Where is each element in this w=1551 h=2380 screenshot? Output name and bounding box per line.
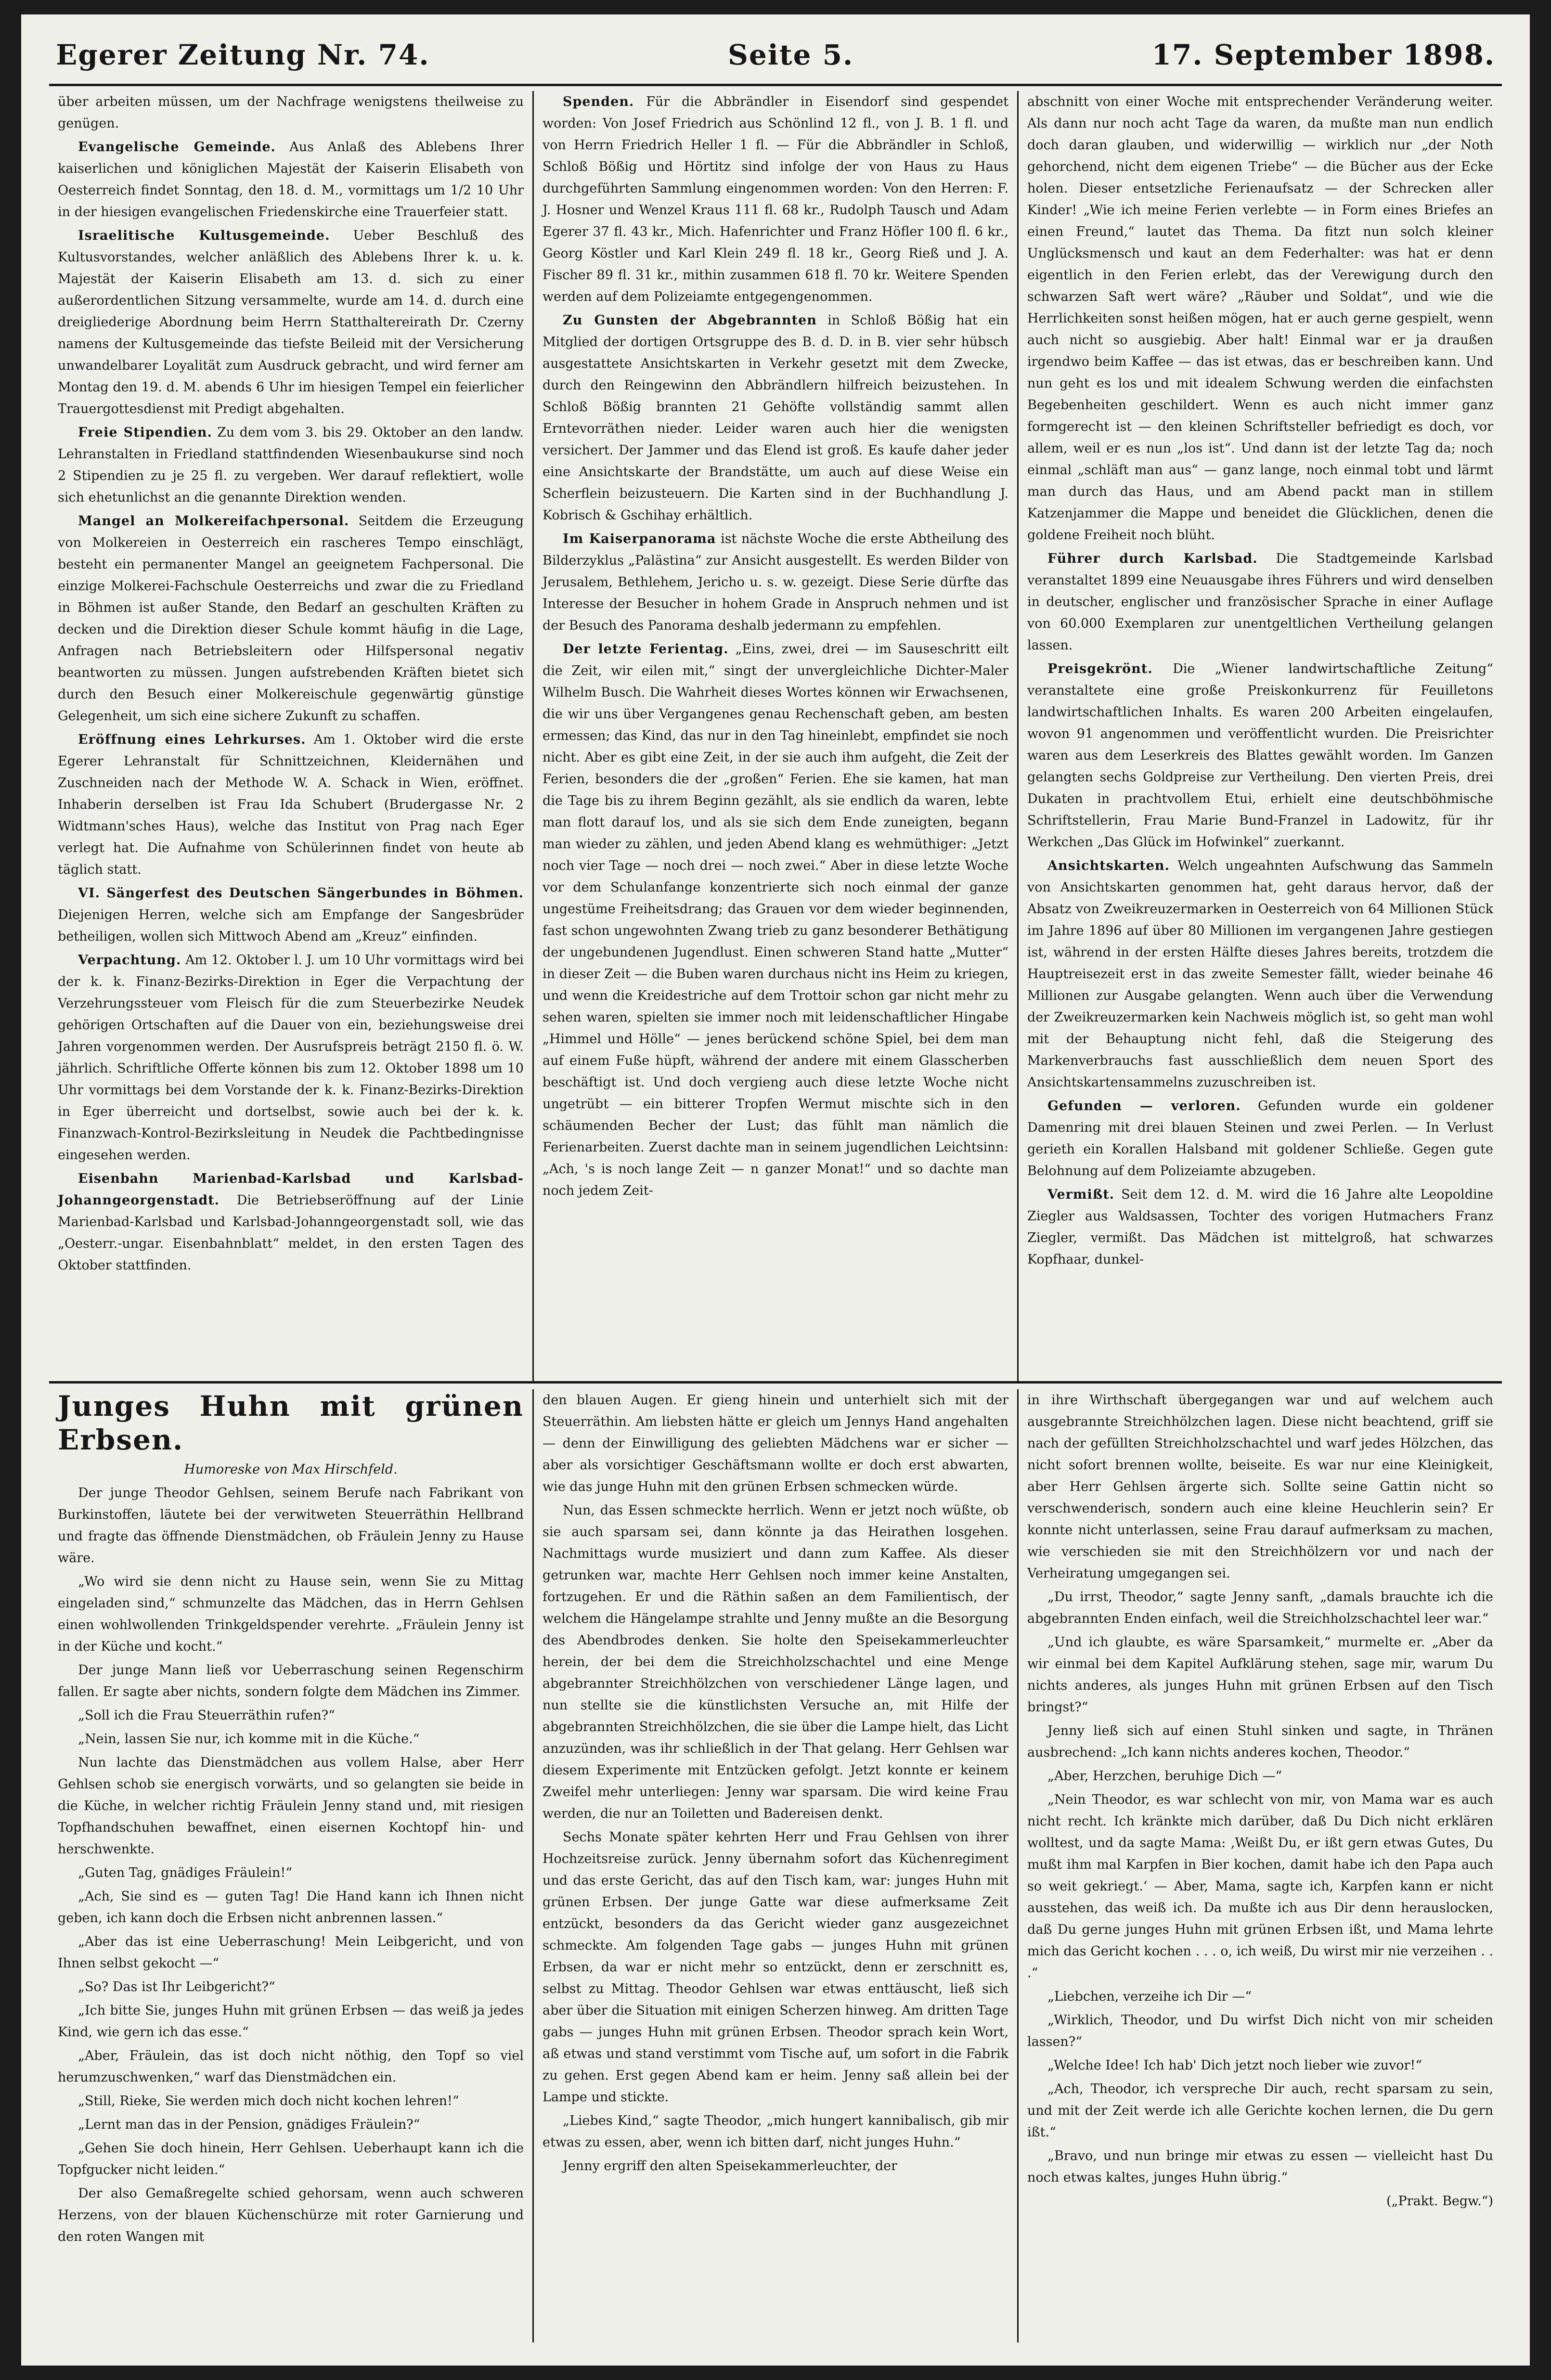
story-paragraph: „Welche Idee! Ich hab' Dich jetzt noch lieber wie zuvor!“: [1047, 2058, 1422, 2073]
story-paragraph: „So? Das ist Ihr Leibgericht?“: [78, 1979, 275, 1994]
news-item: [58, 949, 524, 1166]
story-paragraph: Sechs Monate später kehrten Herr und Frau Gehlsen von ihrer Hochzeitsreise zurück. Jenny übernahm sofort das Küchenregiment und das erste Gericht, das auf den Tisch kam, war: junges Huhn mit grünen Erbsen. Der junge Gatte war diese aufmerksame Zeit entzückt, besonders da das Gericht wieder ganz ausgezeichnet schmeckte. Am folgenden Tage gabs — junges Huhn mit grünen Erbsen, da war er nicht mehr so entzückt, denn er zerschnitt es, selbst zu Mittag. Theodor Gehlsen war etwas enttäuscht, ließ sich aber über die Situation mit einigen Scherzen hinweg. Am dritten Tage gabs — junges Huhn mit grünen Erbsen. Theodor sprach kein Wort, aß etwas und stand verstimmt vom Tische auf, um sofort in die Fabrik zu gehen. Erst gegen Abend kam er heim. Jenny saß allein bei der Lampe und stickte.: [543, 1830, 1008, 2105]
news-headline: Spenden.: [563, 94, 634, 109]
news-item: [58, 882, 524, 947]
news-headline: Israelitische Kultusgemeinde.: [78, 228, 330, 243]
news-item: [1027, 91, 1493, 546]
story-paragraph: in ihre Wirthschaft übergegangen war und auf welchem auch ausgebrannte Streichhölzchen lagen. Diese nicht beachtend, griff sie nach der gefüllten Streichholzschachtel und warf jedes Hölzchen, das nicht sofort brennen wollte, beiseite. Es war nur eine Kleinigkeit, aber Herr Gehlsen ärgerte sich. Sollte seine Gattin nicht so verschwenderisch, sondern auch eine kleine Heuchlerin sein? Er konnte nicht unterlassen, seine Frau darauf aufmerksam zu machen, wie verschieden sie mit den Streichhölzern vor und nach der Verheiratung umgegangen sei.: [1027, 1393, 1493, 1581]
news-item: [58, 510, 524, 727]
news-item: [58, 225, 524, 420]
story-paragraph: „Wirklich, Theodor, und Du wirfst Dich nicht von mir scheiden lassen?“: [1027, 2013, 1493, 2049]
story-paragraph: „Lernt man das in der Pension, gnädiges Fräulein?“: [78, 2117, 420, 2132]
news-item: [1027, 548, 1493, 656]
news-item: [58, 422, 524, 508]
news-text: Zu dem vom 3. bis 29. Oktober an den landw. Lehranstalten in Friedland stattfindenden Wiesenbaukurse sind noch 2 Stipendien zu je 25 fl. zu vergeben. Wer darauf reflektiert, wolle sich ehetunlichst an die genannte Direktion wenden.: [58, 425, 524, 505]
issue-date: 17. September 1898.: [1151, 39, 1495, 71]
story-paragraph: „Soll ich die Frau Steuerräthin rufen?“: [78, 1708, 335, 1723]
news-text: Die Betriebseröffnung auf der Linie Marienbad-Karlsbad und Karlsbad-Johanngeorgenstadt soll, wie das „Oesterr.-ungar. Eisenbahnblatt“ meldet, in den ersten Tagen des Oktober stattfinden.: [58, 1193, 524, 1273]
newspaper-title: Egerer Zeitung Nr. 74.: [56, 39, 430, 71]
news-text: Diejenigen Herren, welche sich am Empfange der Sangesbrüder betheiligen, wollen sich Mittwoch Abend am „Kreuz“ einfinden.: [58, 907, 524, 944]
feuilleton-section: [49, 1389, 1502, 2342]
story-paragraph: „Du irrst, Theodor,“ sagte Jenny sanft, „damals brauchte ich die abgebrannten Enden einfach, weil die Streichholzschachtel leer war.“: [1027, 1590, 1493, 1626]
news-text: abschnitt von einer Woche mit entsprechender Veränderung weiter. Als dann nur noch acht Tage da waren, da mußte man nun endlich doch daran glauben, und widerwillig — wirklich nur „der Noth gehorchend, nicht dem eigenen Triebe“ — die Bücher aus der Ecke holen. Dieser entsetzliche Ferienaufsatz — der Schrecken aller Kinder! „Wie ich meine Ferien verlebte — in Form eines Briefes an einen Freund,“ lautet das Thema. Da fitzt nun solch kleiner Unglücksmensch und kaut an dem Federhalter: was hat er denn eigentlich in den Ferien erlebt, das der Verewigung durch den schwarzen Saft wert wäre? „Räuber und Soldat“, und wie die Herrlichkeiten sonst heißen mögen, hat er auch gerne gespielt, wenn auch nicht so ausgiebig. Aber halt! Einmal war er ja draußen irgendwo beim Kaffee — das ist etwas, das er beschreiben kann. Und nun geht es los und mit idealem Schwung werden die einfachsten Begebenheiten geschildert. Wenn es auch nicht immer ganz formgerecht ist — den kleinen Schriftsteller befriedigt es doch, vor allem, weil er es nun „los ist“. Und dann ist der letzte Tag da; noch einmal „schläft man aus“ — ganz lange, noch einmal tobt und lärmt man durch das Haus, und am Abend packt man in stillem Katzenjammer die Mappe und beneidet die Glücklichen, denen die goldene Freiheit noch blüht.: [1027, 94, 1493, 543]
news-column-1: [49, 91, 532, 1381]
news-text: Ueber Beschluß des Kultusvorstandes, welcher anläßlich des Ablebens Ihrer k. u. k. Majestät der Kaiserin Elisabeth am 13. d. sich zu einer außerordentlichen Sitzung versammelte, wurde am 14. d. durch eine dreigliederige Abordnung beim Herrn Statthaltereirath Dr. Czerny namens der Kultusgemeinde das tiefste Beileid mit der Versicherung unwandelbarer Loyalität zum Ausdruck gebracht, und wird ferner am Montag den 19. d. M. abends 6 Uhr im hiesigen Tempel ein feierlicher Trauergottesdienst mit Predigt abgehalten.: [58, 228, 524, 416]
story-paragraph: „Und ich glaubte, es wäre Sparsamkeit,“ murmelte er. „Aber da wir einmal bei dem Kapitel Aufklärung stehen, sage mir, warum Du nichts anderes, als junges Huhn mit grünen Erbsen auf den Tisch bringst?“: [1027, 1635, 1493, 1715]
news-item: [543, 310, 1008, 526]
news-text: in Schloß Bößig hat ein Mitglied der dortigen Ortsgruppe des B. d. D. in B. vier sehr hübsch ausgestattete Ansichtskarten in Verkehr gesetzt mit dem Zwecke, durch den Reingewinn den Abbrändlern hilfreich beizustehen. In Schloß Bößig brannten 21 Gehöfte vollständig sammt allen Erntevorräthen nieder. Leider waren auch hier die wenigsten versichert. Der Jammer und das Elend ist groß. Es kaufe daher jeder eine Ansichtskarte der Brandstätte, um auch auf diese Weise ein Scherflein beizusteuern. Die Karten sind in der Buchhandlung J. Kobrisch & Gschihay erhältlich.: [543, 313, 1008, 523]
story-paragraph: Der also Gemaßregelte schied gehorsam, wenn auch schweren Herzens, von der blauen Küchenschürze mit roter Garnierung und den roten Wangen mit: [58, 2186, 524, 2244]
story-paragraph: „Ich bitte Sie, junges Huhn mit grünen Erbsen — das weiß ja jedes Kind, wie gern ich das esse.“: [58, 2003, 524, 2040]
news-text: Die Stadtgemeinde Karlsbad veranstaltet 1899 eine Neuausgabe ihres Führers und wird denselben in deutscher, englischer und französischer Sprache in einer Auflage von 60.000 Exemplaren zur unentgeltlichen Vertheilung gelangen lassen.: [1027, 551, 1494, 653]
news-headline: Evangelische Gemeinde.: [78, 140, 276, 155]
story-paragraph: „Gehen Sie doch hinein, Herr Gehlsen. Ueberhaupt kann ich die Topfgucker nicht leiden.“: [58, 2141, 524, 2177]
story-paragraph: „Still, Rieke, Sie werden mich doch nicht kochen lehren!“: [78, 2094, 459, 2108]
story-column-1: [49, 1389, 532, 2342]
news-text: „Eins, zwei, drei — im Sauseschritt eilt die Zeit, wir eilen mit,“ singt der unvergleichliche Dichter-Maler Wilhelm Busch. Die Wahrheit dieses Wortes können wir Erwachsenen, die wir uns über Vergangenes genau Rechenschaft geben, am besten ermessen; das Kind, das nur in den Tag hineinlebt, empfindet sie noch nicht. Aber es gibt eine Zeit, in der sie auch ihm aufgeht, die Zeit der Ferien, besonders die der „großen“ Ferien. Ehe sie kamen, hat man die Tage bis zu ihrem Beginn gezählt, als sie endlich da waren, lebte man flott darauf los, und als sie sich dem Ende zuneigten, begann man wieder zu zählen, und jeden Abend klang es wehmüthiger: „Jetzt noch vier Tage — noch drei — noch zwei.“ Aber in diese letzte Woche vor dem Schulanfange konzentrierte sich noch einmal der ganze ungestüme Freiheitsdrang; das Grauen vor dem wieder beginnenden, fast schon ungewohnten Zwang trieb zu ganz besonderer Bethätigung der ungebundenen Jugendlust. Einen schweren Stand hatte „Mutter“ in dieser Zeit — die Buben waren durchaus nicht ins Heim zu kriegen, und wenn die Kreidestriche auf dem Trottoir schon gar nicht mehr zu sehen waren, spielten sie immer noch mit leidenschaftlicher Hingabe „Himmel und Hölle“ — jenes berückend schöne Spiel, bei dem man auf einem Fuße hüpft, während der andere mit einem Glasscherben beschäftigt ist. Und doch vergieng auch diese letzte Woche nicht ungetrübt — ein bitterer Tropfen Wermut mischte sich in den schäumenden Becher der Lust; das fühlt man nämlich die Ferienarbeiten. Zuerst dachte man in seinem jugendlichen Leichtsinn: „Ach, 's is noch lange Zeit — n ganzer Monat!“ und so dachte man noch jedem Zeit-: [543, 642, 1008, 1198]
news-headline: Im Kaiserpanorama: [563, 531, 716, 546]
story-paragraph: „Aber, Herzchen, beruhige Dich —“: [1047, 1769, 1282, 1784]
news-headline: Zu Gunsten der Abgebrannten: [563, 313, 817, 328]
news-text: Seitdem die Erzeugung von Molkereien in Oesterreich ein rascheres Tempo einschlägt, besteht ein permanenter Mangel an geeignetem Fachpersonal. Die einzige Molkerei-Fachschule Oesterreichs und zwar die zu Friedland in Böhmen ist außer Stande, den Bedarf an geschulten Kräften zu decken und die Direktion dieser Schule kommt häufig in die Lage, Anfragen nach Betriebsleitern oder Hilfspersonal negativ beantworten zu müssen. Jungen aufstrebenden Kräften bietet sich durch den Besuch einer Molkereischule gegenwärtig günstige Gelegenheit, um sich eine sichere Zukunft zu schaffen.: [58, 514, 524, 724]
story-paragraph: Nun, das Essen schmeckte herrlich. Wenn er jetzt noch wüßte, ob sie auch sparsam sei, dann könnte ja das Heirathen losgehen. Nachmittags wurde musiziert und dann zum Kaffee. Als dieser getrunken war, machte Herr Gehlsen noch immer keine Anstalten, fortzugehen. Er und die Räthin saßen an dem Familientisch, der welchem die Hängelampe strahlte und Jenny mußte an die Besorgung des Abendbrodes denken. Sie holte den Speisekammerleuchter herein, der bei dem die Streichholzschachtel und eine Menge abgebrannter Streichhölzchen von verschiedener Länge lagen, und nun stellte sie die künstlichsten Versuche an, mit Hilfe der abgebrannten Streichhölzchen, die sie über die Lampe hielt, das Licht anzuzünden, was ihr schließlich in der That gelang. Herr Gehlsen war diesem Experimente mit Entzücken gefolgt. Jetzt konnte er keinem Zweifel mehr unterliegen: Jenny war sparsam. Die wird keine Frau werden, die nur an Toiletten und Badereisen denkt.: [543, 1503, 1008, 1821]
news-text: Welch ungeahnten Aufschwung das Sammeln von Ansichtskarten genommen hat, geht daraus hervor, daß der Absatz von Zweikreuzermarken in Oesterreich von 64 Millionen Stück im Jahre 1896 auf über 80 Millionen im vergangenen Jahre gestiegen ist, während in der ersten Hälfte dieses Jahres bereits, trotzdem die Hauptreisezeit erst in das zweite Semester fällt, wieder beinahe 46 Millionen zur Ausgabe gelangten. Wenn auch über die Verwendung der Zweikreuzermarken kein Nachweis möglich ist, so geht man wohl mit der Behauptung nicht fehl, daß die Steigerung des Markenverbrauchs fast ausschließlich dem neuen Sport des Ansichtskartensammelns zuzuschreiben ist.: [1027, 858, 1493, 1090]
story-column-2: [532, 1389, 1017, 2342]
story-paragraph: „Nein Theodor, es war schlecht von mir, von Mama war es auch nicht recht. Ich kränkte mich darüber, daß Du Dich nicht erklären wolltest, und da sagte Mama: ‚Weißt Du, er ißt gern etwas Gutes, Du mußt ihm mal Karpfen in Bier kochen, damit habe ich den Papa auch so weit gekriegt.‘ — Aber, Mama, sagte ich, Karpfen kann er nicht ausstehen, das weiß ich. Da mußte ich aus Dir denn herauslocken, daß Du gerne junges Huhn mit grünen Erbsen ißt, und Mama lehrte mich das Gericht kochen . . . o, ich weiß, Du wirst mir nie verzeihen . . .“: [1027, 1792, 1493, 1980]
masthead: [49, 39, 1502, 86]
story-paragraph: den blauen Augen. Er gieng hinein und unterhielt sich mit der Steuerräthin. Am liebsten hätte er gleich um Jennys Hand angehalten — denn der Einwilligung des geliebten Mädchens war er sicher — aber als vorsichtiger Geschäftsmann wollte er doch erst abwarten, wie das junge Huhn mit den grünen Erbsen schmecken würde.: [543, 1393, 1008, 1494]
story-paragraph: „Bravo, und nun bringe mir etwas zu essen — vielleicht hast Du noch etwas kaltes, junges Huhn übrig.“: [1027, 2148, 1493, 2185]
story-paragraph: Der junge Mann ließ vor Ueberraschung seinen Regenschirm fallen. Er sagte aber nichts, sondern folgte dem Mädchen ins Zimmer.: [58, 1663, 524, 1699]
news-text: Seit dem 12. d. M. wird die 16 Jahre alte Leopoldine Ziegler aus Waldsassen, Tochter des vorigen Hutmachers Franz Ziegler, vermißt. Das Mädchen ist mittelgroß, hat schwarzes Kopfhaar, dunkel-: [1027, 1187, 1493, 1267]
news-item: [58, 729, 524, 880]
story-paragraph: „Liebes Kind,“ sagte Theodor, „mich hungert kannibalisch, gib mir etwas zu essen, aber, wenn ich bitten darf, nicht junges Huhn.“: [543, 2113, 1008, 2150]
news-headline: VI. Sängerfest des Deutschen Sängerbundes in Böhmen.: [78, 886, 524, 901]
story-paragraph: „Ach, Theodor, ich verspreche Dir auch, recht sparsam zu sein, und mit der Zeit werde ich alle Gerichte kochen lernen, die Du gern ißt.“: [1027, 2082, 1493, 2140]
story-paragraph: Jenny ergriff den alten Speisekammerleuchter, der: [563, 2159, 898, 2173]
news-text: Am 1. Oktober wird die erste Egerer Lehranstalt für Schnittzeichnen, Kleidernähen und Zuschneiden nach der Methode W. A. Schack in Wien, eröffnet. Inhaberin derselben ist Frau Ida Schubert (Brudergasse Nr. 2 Widtmann'sches Haus), welche das Institut von Prag nach Eger verlegt hat. Die Aufnahme von Schülerinnen findet von heute ab täglich statt.: [58, 732, 524, 877]
news-headline: Vermißt.: [1047, 1187, 1115, 1202]
news-column-2: [532, 91, 1017, 1381]
story-paragraph: Jenny ließ sich auf einen Stuhl sinken und sagte, in Thränen ausbrechend: „Ich kann nichts anderes kochen, Theodor.“: [1027, 1723, 1493, 1760]
news-headline: Führer durch Karlsbad.: [1047, 551, 1258, 566]
news-item: [1027, 855, 1493, 1093]
news-headline: Eröffnung eines Lehrkurses.: [78, 732, 306, 747]
news-text: Am 12. Oktober l. J. um 10 Uhr vormittags wird bei der k. k. Finanz-Bezirks-Direktion in Eger die Verpachtung der Verzehrungssteuer vom Fleisch für die zum Steuerbezirke Neudek gehörigen Ortschaften auf die Dauer von ein, beziehungsweise drei Jahren vorgenommen werden. Der Ausrufspreis beträgt 2150 fl. ö. W. jährlich. Schriftliche Offerte können bis zum 12. Oktober 1898 um 10 Uhr vormittags bei dem Vorstande der k. k. Finanz-Bezirks-Direktion in Eger überreicht und dortselbst, sowie auch bei der k. k. Finanzwach-Kontrol-Bezirksleitung in Neudek die Pachtbedingnisse eingesehen werden.: [58, 953, 524, 1163]
news-column-3: [1017, 91, 1502, 1381]
story-paragraph: „Guten Tag, gnädiges Fräulein!“: [78, 1865, 293, 1880]
news-headline: Freie Stipendien.: [78, 425, 212, 440]
story-paragraph: „Aber, Fräulein, das ist doch nicht nöthig, den Topf so viel herumzuschwenken,“ warf das Dienstmädchen ein.: [58, 2048, 524, 2085]
news-text: Gefunden wurde ein goldener Damenring mit drei blauen Steinen und zwei Perlen. — In Verlust gerieth ein Korallen Halsband mit goldener Schließe. Gegen gute Belohnung auf dem Polizeiamte abzugeben.: [1027, 1099, 1493, 1178]
news-headline: Eisenbahn Marienbad-Karlsbad und Karlsbad-Johanngeorgenstadt.: [58, 1171, 524, 1208]
news-item: [58, 136, 524, 223]
news-headline: Der letzte Ferientag.: [563, 642, 729, 657]
news-item: [543, 528, 1008, 636]
story-paragraph: „Liebchen, verzeihe ich Dir —“: [1047, 1989, 1252, 2004]
story-column-3: [1017, 1389, 1502, 2342]
story-paragraph: „Wo wird sie denn nicht zu Hause sein, wenn Sie zu Mittag eingeladen sind,“ schmunzelte das Mädchen, das in Herrn Gehlsen einen wohlwollenden Trinkgeldspender verehrte. „Fräulein Jenny ist in der Küche und kocht.“: [58, 1574, 524, 1654]
news-headline: Preisgekrönt.: [1047, 661, 1153, 676]
story-paragraph: Der junge Theodor Gehlsen, seinem Berufe nach Fabrikant von Burkinstoffen, läutete bei der verwitweten Steuerräthin Hellbrand und fragte das öffnende Dienstmädchen, ob Fräulein Jenny zu Hause wäre.: [58, 1486, 524, 1565]
news-item: [543, 638, 1008, 1202]
news-item: [58, 91, 524, 134]
newspaper-page: [21, 14, 1530, 2366]
news-text: Die „Wiener landwirtschaftliche Zeitung“ veranstaltete eine große Preiskonkurrenz für Feuilletons landwirtschaftlichen Inhalts. Es waren 200 Arbeiten eingelaufen, wovon 91 angenommen und veröffentlicht wurden. Die Preisrichter waren aus dem Leserkreis des Blattes gewählt worden. Im Ganzen gelangten sechs Goldpreise zur Vertheilung. Den vierten Preis, drei Dukaten in prachtvollem Etui, erhielt eine deutschböhmische Schriftstellerin, Frau Marie Bund-Franzel in Ladowitz, für ihr Werkchen „Das Glück im Hofwinkel“ zuerkannt.: [1027, 661, 1493, 850]
news-headline: Gefunden — verloren.: [1047, 1099, 1241, 1113]
story-paragraph: „Aber das ist eine Ueberraschung! Mein Leibgericht, und von Ihnen selbst gekocht —“: [58, 1934, 524, 1971]
news-headline: Verpachtung.: [78, 953, 181, 968]
local-news-section: [49, 91, 1502, 1384]
story-source-signature: („Prakt. Begw.“): [1386, 2194, 1493, 2209]
story-paragraph: „Ach, Sie sind es — guten Tag! Die Hand kann ich Ihnen nicht geben, ich kann doch die Erbsen nicht anbrennen lassen.“: [58, 1889, 524, 1926]
news-headline: Mangel an Molkereifachpersonal.: [78, 514, 349, 529]
story-paragraph: Nun lachte das Dienstmädchen aus vollem Halse, aber Herr Gehlsen schob sie energisch vorwärts, und so gelangten sie beide in die Küche, in welcher richtig Fräulein Jenny stand und, mit riesigen Topfhandschuhen bewaffnet, einen eisernen Kochtopf hin- und herschwenkte.: [58, 1755, 524, 1857]
news-item: [1027, 658, 1493, 853]
news-item: [58, 1168, 524, 1276]
story-byline: Humoreske von Max Hirschfeld.: [184, 1462, 398, 1477]
news-headline: Ansichtskarten.: [1047, 858, 1170, 873]
news-item: [543, 91, 1008, 308]
news-text: über arbeiten müssen, um der Nachfrage wenigstens theilweise zu genügen.: [58, 94, 524, 131]
page-number: Seite 5.: [727, 39, 854, 71]
news-text: Aus Anlaß des Ablebens Ihrer kaiserlichen und königlichen Majestät der Kaiserin Elisabeth von Oesterreich findet Sonntag, den 18. d. M., vormittags um 1/2 10 Uhr in der hiesigen evangelischen Friedenskirche eine Trauerfeier statt.: [58, 140, 524, 220]
story-title: Junges Huhn mit grünen Erbsen.: [58, 1390, 524, 1456]
news-text: ist nächste Woche die erste Abtheilung des Bilderzyklus „Palästina“ zur Ansicht ausgestellt. Es werden Bilder von Jerusalem, Bethlehem, Jericho u. s. w. gezeigt. Diese Serie dürfte das Interesse der Besucher in hohem Grade in Anspruch nehmen und ist der Besuch des Panorama deshalb jedermann zu empfehlen.: [543, 531, 1008, 633]
news-text: Für die Abbrändler in Eisendorf sind gespendet worden: Von Josef Friedrich aus Schönlind 12 fl., von J. B. 1 fl. und von Herrn Friedrich Heller 1 fl. — Für die Abbrändler in Schloß, Schloß Bößig und Hörtitz sind infolge der von Haus zu Haus durchgeführten Sammlung eingenommen worden: Von den Herren: F. J. Hosner und Wenzel Kraus 111 fl. 68 kr., Rudolph Tausch und Adam Egerer 37 fl. 43 kr., Mich. Hafenrichter und Franz Höfler 100 fl. 6 kr., Georg Köstler und Karl Klein 249 fl. 18 kr., Georg Rieß und J. A. Fischer 89 fl. 31 kr., mithin zusammen 618 fl. 70 kr. Weitere Spenden werden auf dem Polizeiamte entgegengenommen.: [543, 94, 1008, 304]
story-paragraph: „Nein, lassen Sie nur, ich komme mit in die Küche.“: [78, 1732, 420, 1746]
news-item: [1027, 1184, 1493, 1270]
news-item: [1027, 1095, 1493, 1182]
